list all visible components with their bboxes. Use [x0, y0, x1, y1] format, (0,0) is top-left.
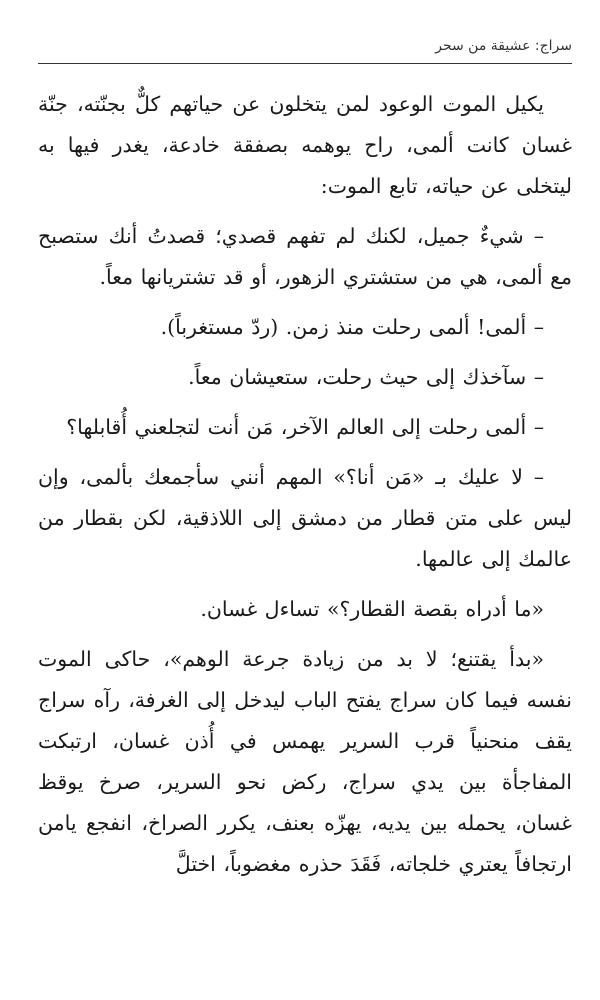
paragraph-2: – شيءٌ جميل، لكنك لم تفهم قصدي؛ قصدتُ أنك ستصبح مع ألمى، هي من ستشتري الزهور، أو قد تشتريانها معاً. [38, 224, 572, 289]
paragraph-7: «ما أدراه بقصة القطار؟» تساءل غسان. [200, 597, 544, 621]
header-divider [38, 63, 572, 64]
paragraph-6: – لا عليك بـ «مَن أنا؟» المهم أنني سأجمعك بألمى، وإن ليس على متن قطار من دمشق إلى اللاذقية، لكن بقطار من عالمك إلى عالمها. [38, 465, 572, 571]
paragraph-4: – سآخذك إلى حيث رحلت، ستعيشان معاً. [188, 365, 544, 389]
body-text [38, 84, 572, 894]
paragraph-1: يكيل الموت الوعود لمن يتخلون عن حياتهم كلٌّ بجنّته، جنّة غسان كانت ألمى، راح يوهمه بصفقة خادعة، يغدر فيها به ليتخلى عن حياته، تابع الموت: [38, 92, 572, 198]
paragraph-8: «بدأ يقتنع؛ لا بد من زيادة جرعة الوهم»، حاكى الموت نفسه فيما كان سراج يفتح الباب ليدخل إلى الغرفة، رآه سراج يقف منحنياً قرب السرير يهمس في أُذن غسان، ارتبكت المفاجأة بين يدي سراج، ركض نحو السرير، صرخ يوقظ غسان، يحمله بين يديه، يهزّه بعنف، يكرر الصراخ، انفجع يامن ارتجافاً يعتري خلجاته، فَقَدَ حذره مغضوباً، اختلَّ [38, 647, 572, 876]
book-page [38, 0, 572, 1000]
paragraph-3: – ألمى! ألمى رحلت منذ زمن. (ردّ مستغرباً). [160, 315, 544, 339]
paragraph-5: – ألمى رحلت إلى العالم الآخر، مَن أنت لتجلعني أُقابلها؟ [66, 415, 544, 439]
running-header-title: سراج: عشيقة من سحر [435, 38, 572, 54]
